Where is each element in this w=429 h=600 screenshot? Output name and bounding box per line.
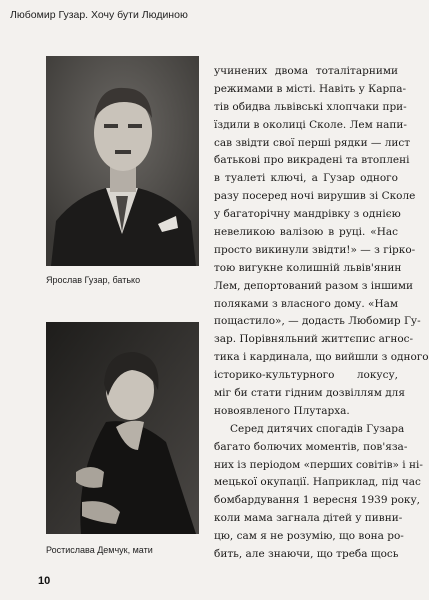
text-line: поляками з власного дому. «Нам: [214, 297, 399, 310]
text-line: режимами в місті. Навіть у Карпа-: [214, 82, 406, 95]
text-line: історико-культурного локусу,: [214, 369, 398, 382]
text-line: невеликою валізою в руці. «Нас: [214, 226, 398, 239]
text-line: міг би стати гідним дозвіллям для: [214, 387, 405, 400]
text-line: коли мама загнала дітей у пивни-: [214, 512, 403, 525]
text-line: багато болючих моментів, пов'яза-: [214, 440, 408, 453]
text-line: батькові про викрадені та втоплені: [214, 154, 410, 167]
body-text: [214, 63, 429, 564]
page-number: 10: [38, 575, 51, 587]
text-line: пощастило», — додасть Любомир Гу-: [214, 315, 421, 328]
text-line: бомбардування 1 вересня 1939 року,: [214, 494, 420, 507]
text-line: Лем, депортований разом з іншими: [214, 279, 414, 292]
photo-mother: [46, 322, 199, 534]
text-line: сав звідти свої перші рядки — лист: [214, 136, 411, 149]
text-line: них із періодом «перших совітів» і ні-: [214, 458, 423, 471]
text-line: мецької окупації. Наприклад, під час: [214, 476, 421, 489]
running-header: Любомир Гузар. Хочу бути Людиною: [10, 9, 188, 21]
text-line: зар. Порівняльний життєпис агнос-: [214, 333, 414, 346]
text-line: тів обидва львівські хлопчаки при-: [214, 100, 407, 113]
text-line: тика і кардинала, що вийшли з одного: [214, 351, 429, 364]
text-line: Серед дитячих спогадів Гузара: [230, 422, 405, 435]
photo-caption-mother: Ростислава Демчук, мати: [46, 545, 153, 555]
text-line: разу посеред ночі вирушив зі Сколе: [214, 190, 416, 203]
text-line: тою вигукне колишній львів'янин: [214, 261, 402, 274]
text-line: новоявленого Плутарха.: [214, 404, 350, 417]
text-line: бить, але знаючи, що треба щось: [214, 548, 399, 561]
photo-caption-father: Ярослав Гузар, батько: [46, 275, 141, 285]
text-line: цю, сам я не розумію, що вона ро-: [214, 530, 404, 543]
text-line: у багаторічну мандрівку з однією: [214, 208, 401, 221]
text-line: в туалеті ключі, а Гузар одного: [214, 172, 398, 185]
text-line: їздили в околиці Сколе. Лем напи-: [214, 118, 407, 131]
text-line: учинених двома тоталітарними: [214, 65, 398, 77]
text-line: просто викинули звідти!» — з гірко-: [214, 243, 416, 256]
photo-father: [46, 56, 199, 266]
